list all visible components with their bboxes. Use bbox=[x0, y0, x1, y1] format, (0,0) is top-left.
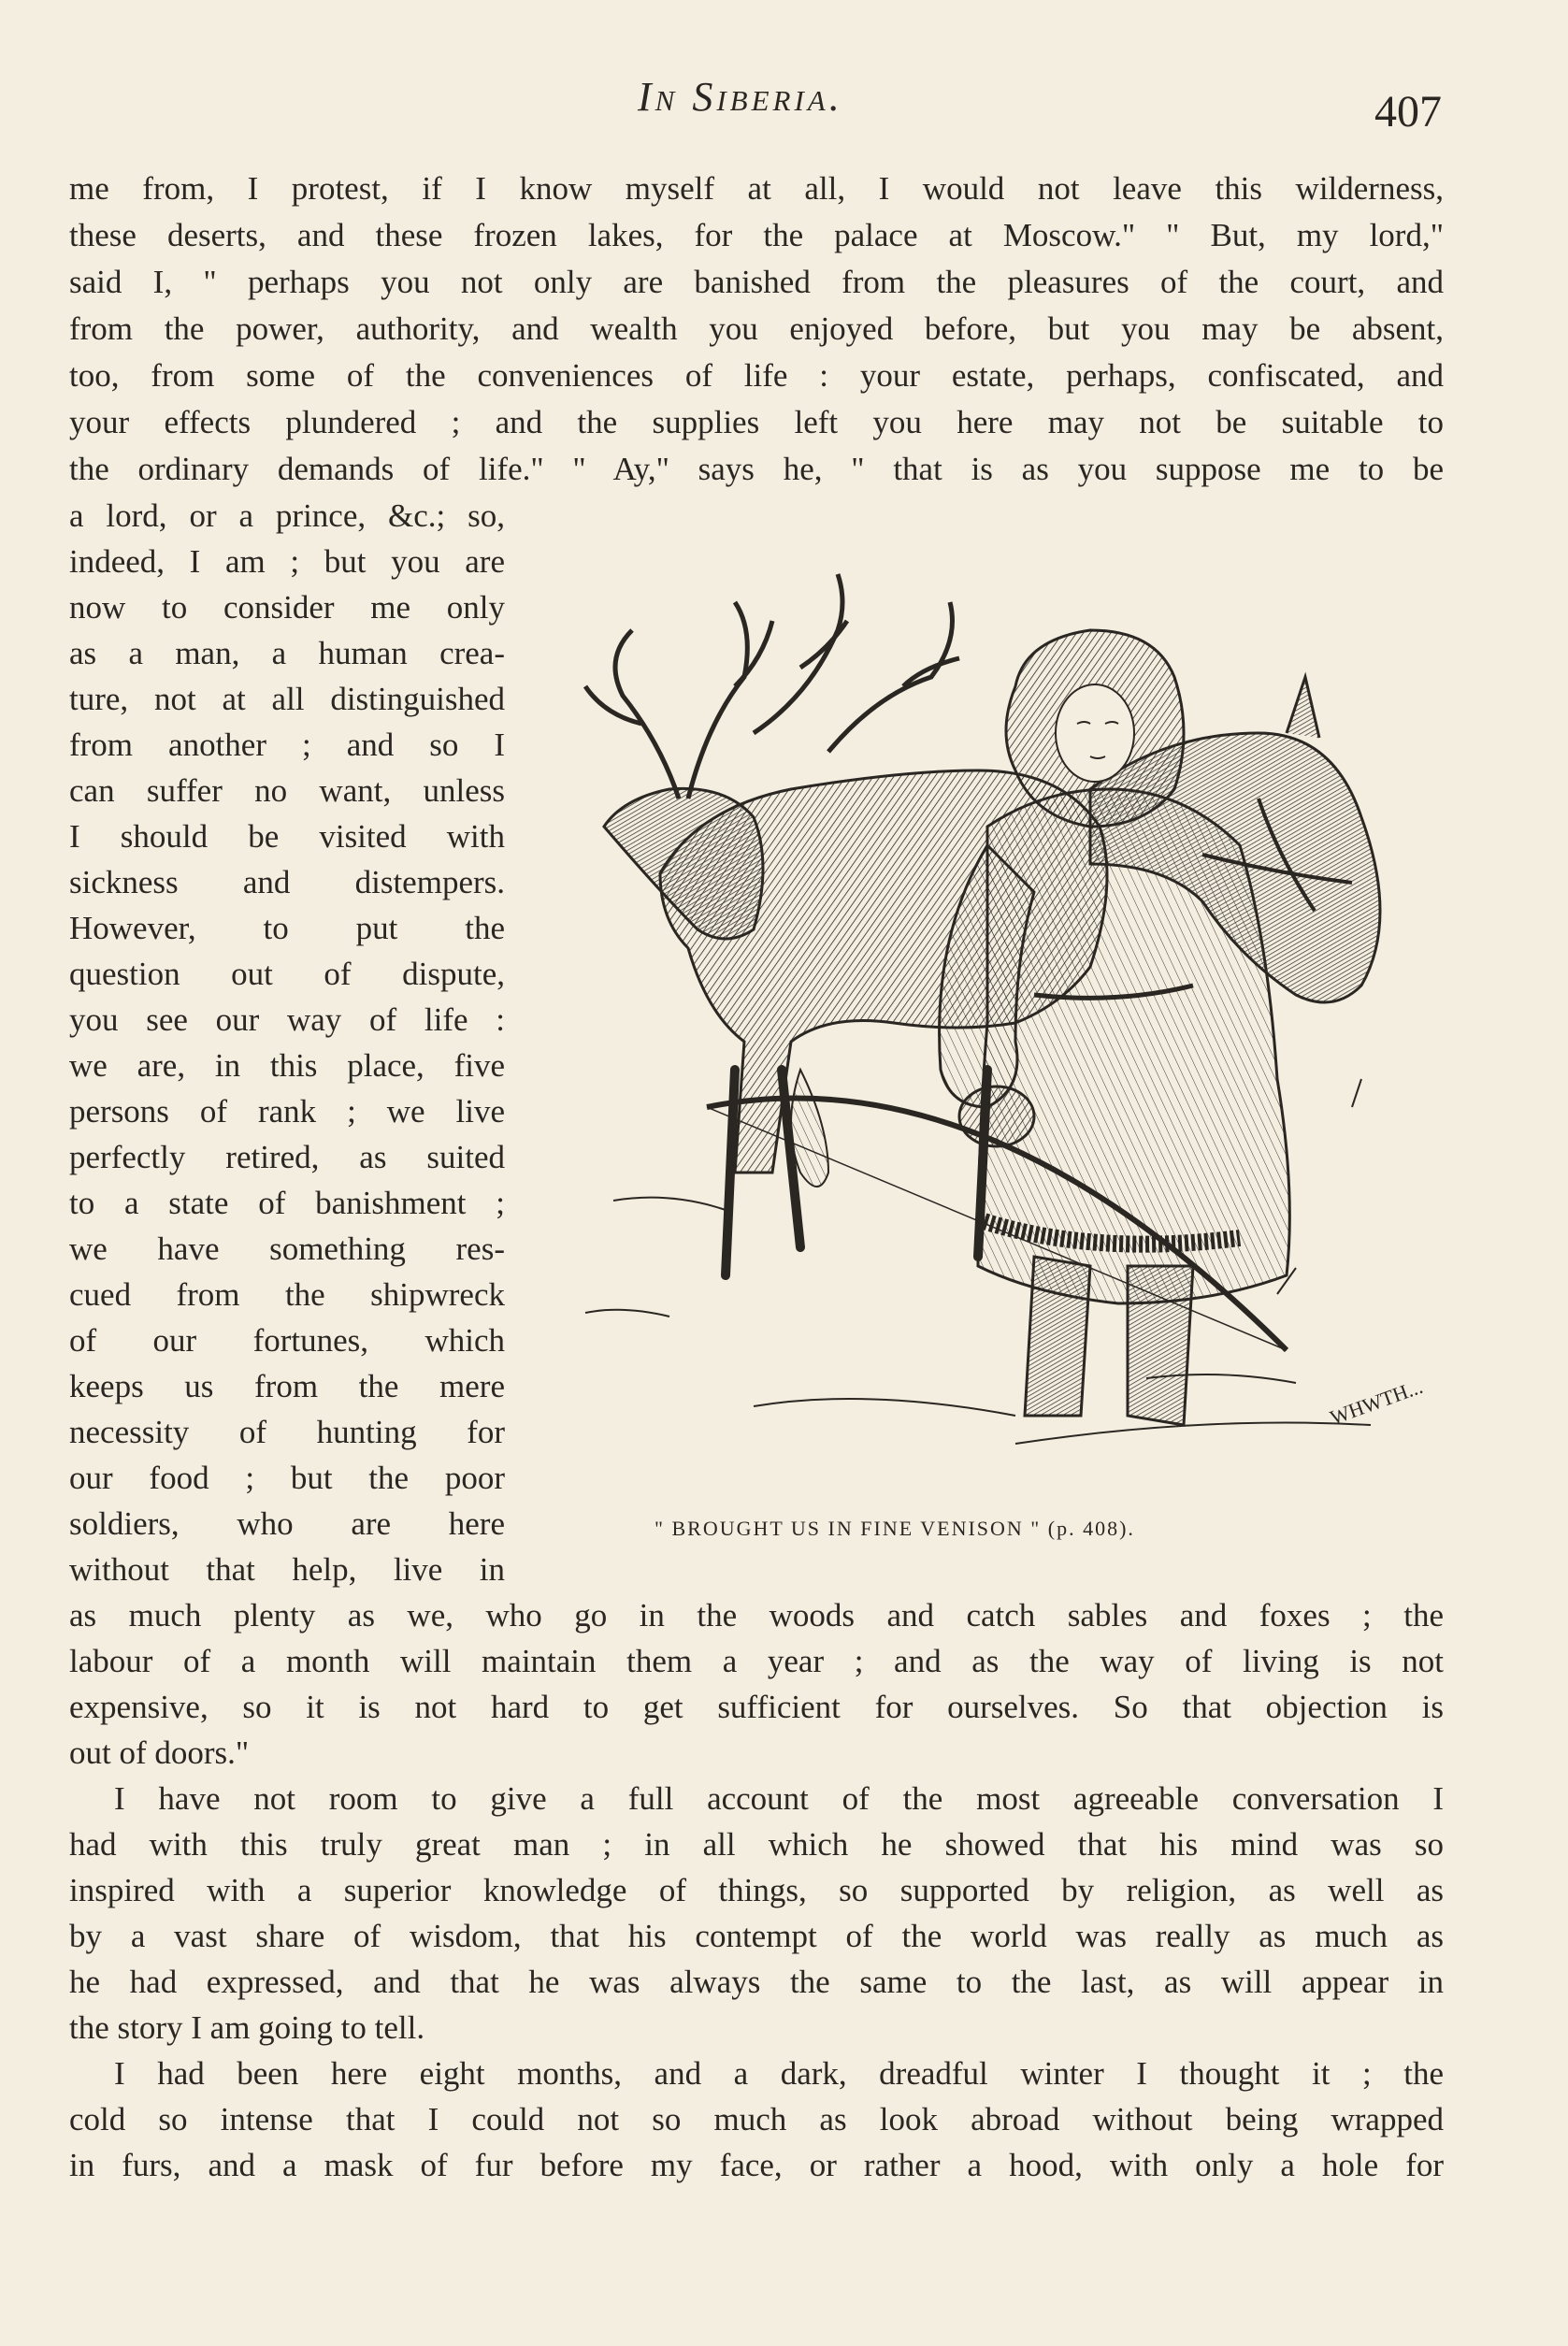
reindeer-hunter-engraving bbox=[548, 546, 1483, 1500]
text-line: as much plenty as we, who go in the woods and catch sables and foxes ; the bbox=[69, 1597, 1444, 1634]
text-line: too, from some of the conveniences of life : your estate, perhaps, confiscated, and bbox=[69, 357, 1444, 394]
paragraph-line: in furs, and a mask of fur before my face, or rather a hood, with only a hole for bbox=[69, 2147, 1444, 2183]
column-line: our food ; but the poor bbox=[69, 1460, 505, 1496]
paragraph-line: had with this truly great man ; in all which he showed that his mind was so bbox=[69, 1826, 1444, 1863]
paragraph-line: cold so intense that I could not so much as look abroad without being wrapped bbox=[69, 2101, 1444, 2137]
column-line: question out of dispute, bbox=[69, 956, 505, 992]
column-line: persons of rank ; we live bbox=[69, 1093, 505, 1130]
column-line: However, to put the bbox=[69, 910, 505, 946]
text-line: expensive, so it is not hard to get sufficient for ourselves. So that objection is bbox=[69, 1689, 1444, 1725]
paragraph-line: the story I am going to tell. bbox=[69, 2009, 425, 2046]
text-line: out of doors." bbox=[69, 1734, 250, 1771]
text-line: the ordinary demands of life." " Ay," says he, " that is as you suppose me to be bbox=[69, 451, 1444, 487]
text-line: me from, I protest, if I know myself at all, I would not leave this wilderness, bbox=[69, 170, 1444, 207]
paragraph-line: by a vast share of wisdom, that his contempt of the world was really as much as bbox=[69, 1918, 1444, 1954]
column-line: now to consider me only bbox=[69, 589, 505, 626]
column-line: necessity of hunting for bbox=[69, 1414, 505, 1450]
running-head bbox=[0, 73, 1568, 137]
column-line: we have something res- bbox=[69, 1231, 505, 1267]
paragraph-line: he had expressed, and that he was always the same to the last, as will appear in bbox=[69, 1964, 1444, 2000]
text-line: from the power, authority, and wealth you enjoyed before, but you may be absent, bbox=[69, 310, 1444, 347]
column-line: from another ; and so I bbox=[69, 727, 505, 763]
column-line: cued from the shipwreck bbox=[69, 1276, 505, 1313]
column-line: a lord, or a prince, &c.; so, bbox=[69, 497, 505, 534]
column-line: can suffer no want, unless bbox=[69, 772, 505, 809]
engraver-signature: WHWTH... bbox=[1327, 1374, 1426, 1430]
column-line: keeps us from the mere bbox=[69, 1368, 505, 1404]
text-line: labour of a month will maintain them a year ; and as the way of living is not bbox=[69, 1643, 1444, 1679]
column-line: perfectly retired, as suited bbox=[69, 1139, 505, 1175]
column-line: to a state of banishment ; bbox=[69, 1185, 505, 1221]
column-line: indeed, I am ; but you are bbox=[69, 543, 505, 580]
caption-reference: (p. 408). bbox=[1047, 1517, 1135, 1540]
column-line: without that help, live in bbox=[69, 1551, 505, 1588]
page-number: 407 bbox=[1374, 87, 1442, 137]
engraving-illustration bbox=[548, 546, 1483, 1500]
text-line: your effects plundered ; and the supplies left you here may not be suitable to bbox=[69, 404, 1444, 440]
column-line: sickness and distempers. bbox=[69, 864, 505, 900]
column-line: of our fortunes, which bbox=[69, 1322, 505, 1359]
paragraph-line: I had been here eight months, and a dark, dreadful winter I thought it ; the bbox=[114, 2055, 1444, 2092]
text-line: said I, " perhaps you not only are banished from the pleasures of the court, and bbox=[69, 264, 1444, 300]
running-title: In Siberia. bbox=[638, 74, 843, 120]
column-line: we are, in this place, five bbox=[69, 1047, 505, 1084]
column-line: you see our way of life : bbox=[69, 1001, 505, 1038]
column-line: I should be visited with bbox=[69, 818, 505, 855]
figure-caption bbox=[655, 1517, 1309, 1541]
column-line: ture, not at all distinguished bbox=[69, 681, 505, 717]
caption-main: " BROUGHT US IN FINE VENISON " bbox=[655, 1517, 1042, 1540]
text-line: these deserts, and these frozen lakes, for the palace at Moscow." " But, my lord," bbox=[69, 217, 1444, 253]
column-line: as a man, a human crea- bbox=[69, 635, 505, 671]
paragraph-line: inspired with a superior knowledge of things, so supported by religion, as well as bbox=[69, 1872, 1444, 1908]
paragraph-line: I have not room to give a full account of the most agreeable conversation I bbox=[114, 1780, 1444, 1817]
column-line: soldiers, who are here bbox=[69, 1505, 505, 1542]
